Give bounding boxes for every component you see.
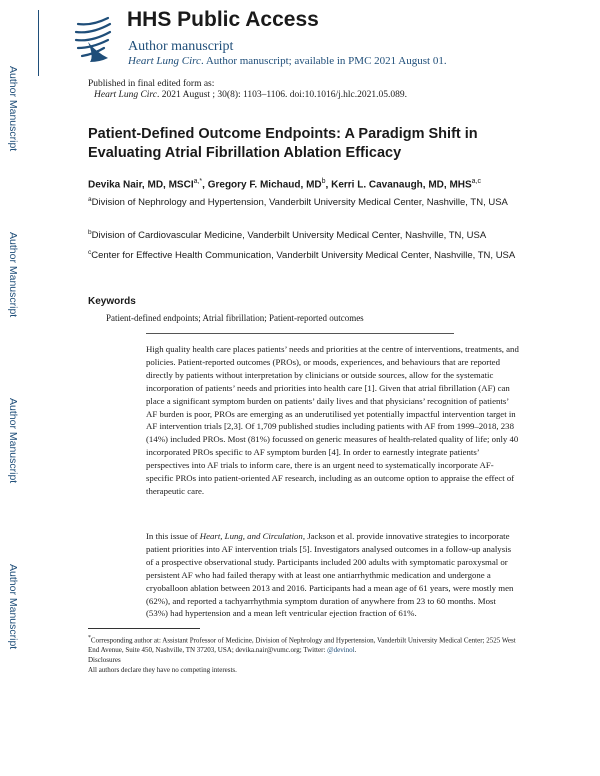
citation-text: . Author manuscript; available in PMC 2021 August 01. xyxy=(200,55,447,67)
sidebar-label-1: Author Manuscript xyxy=(7,66,19,152)
twitter-link[interactable]: @devinol xyxy=(327,645,355,654)
author-sup: a,* xyxy=(193,178,203,185)
journal-reference: Heart, Lung, and Circulation xyxy=(199,531,303,541)
hhs-title: HHS Public Access xyxy=(127,8,319,31)
affiliation-b: $^b$Division of Cardiovascular Medicine, Vanderbilt University Medical Center, Nashville, TN, USA xyxy=(88,229,487,242)
disclosures-text: All authors declare they have no competing interests. xyxy=(88,666,237,674)
keywords-heading: Keywords xyxy=(88,296,136,307)
journal-citation xyxy=(128,55,447,67)
keywords-list: Patient-defined endpoints; Atrial fibrillation; Patient-reported outcomes xyxy=(106,313,364,323)
disclosures-heading: Disclosures xyxy=(88,656,121,664)
sidebar-label-3: Author Manuscript xyxy=(7,398,19,484)
author-name: Gregory F. Michaud, MD xyxy=(207,179,322,191)
body-paragraph-1: High quality health care places patients’ needs and priorities at the centre of interventions, treatments, and policies. Patient-reported outcomes (PROs), or moods, experiences, and behaviours that are reported directly by patients without interpretation by clinicians or outside sources, allow for the systematic incorporation of patients’ needs and priorities into health care [1]. Given that atrial fibrillation (AF) can place a significant symptom burden on patients’ daily lives and that physicians’ recognition of patients’ AF burden is poor, PROs are emerging as an underutilised yet potentially impactful intervention target in AF intervention trials [2,3]. Of 1,709 published studies including patients with AF from 1999–2018, 238 (14%) included PROs. Most (81%) focussed on generic measures of health-related quality of life; only 40 incorporated PROs specific to AF symptom burden [4]. In order to earnestly integrate patients’ perspectives into AF trials to inform care, there is an urgent need to systematically incorporate AF-specific PROs into patient-oriented AF research, including as an outcome option to appraise the effect of therapeutic care. xyxy=(146,344,519,496)
body-paragraph-2: In this issue of Heart, Lung, and Circulation, Jackson et al. provide innovative strategies to incorporate patient priorities into AF intervention trials [5]. Investigators analysed outcomes in a follow-up analysis of a prospective observational study. Participants included 200 adults with symptomatic paroxysmal or persistent AF who had failed therapy with at least one antiarrhythmic medication and undergone a cryoballoon ablation between 2013 and 2016. Participants had a mean age of 61 years, were mostly men (62%), and reported a tachyarrhythmia symptom duration of anywhere from 23 to 60 months. Most (53%) had hypertension and a mean left ventricular ejection fraction of 61%. xyxy=(146,531,514,619)
sidebar xyxy=(0,0,38,776)
author-name: Devika Nair, MD, MSCI xyxy=(88,179,194,191)
sidebar-label-2: Author Manuscript xyxy=(7,232,19,318)
sidebar-label-4: Author Manuscript xyxy=(7,564,19,650)
published-journal: Heart Lung Circ xyxy=(94,90,157,100)
author-sup: b xyxy=(321,178,326,185)
article-title: Patient-Defined Outcome Endpoints: A Paradigm Shift in Evaluating Atrial Fibrillation Ablation Efficacy xyxy=(88,126,478,161)
journal-name: Heart Lung Circ xyxy=(128,55,201,67)
author-list: Devika Nair, MD, $MSCI^{a,*}$, Gregory F. Michaud, $MD^b$, Kerri L. Cavanaugh, MD, MHS$^{a,c}$ xyxy=(88,178,482,191)
author-sup: a,c xyxy=(471,178,482,185)
published-citation xyxy=(94,90,407,100)
footnote-divider xyxy=(88,628,200,629)
corresponding-author-note: *Corresponding author at: Assistant Professor of Medicine, Division of Nephrology and Hypertension, Vanderbilt University Medical Center; 2525 West End Avenue, Suite 450, Nashville, TN 37203, USA; devika.nair@vumc.org; Twitter: @devinol. xyxy=(88,635,516,654)
affiliation-c: $^c$Center for Effective Health Communication, Vanderbilt University Medical Center, Nashville, TN, USA xyxy=(88,249,516,262)
keywords-divider xyxy=(146,333,454,334)
published-label: Published in final edited form as: xyxy=(88,79,215,89)
author-name: Kerri L. Cavanaugh, MD, MHS xyxy=(331,179,472,191)
affiliation-a: $^a$Division of Nephrology and Hypertension, Vanderbilt University Medical Center, Nashville, TN, USA xyxy=(88,196,508,209)
header-divider xyxy=(38,10,39,76)
author-manuscript-label: Author manuscript xyxy=(128,39,234,54)
published-citation-text: . 2021 August ; 30(8): 1103–1106. doi:10.1016/j.hlc.2021.05.089. xyxy=(156,90,407,100)
hhs-eagle-logo-icon xyxy=(70,12,118,68)
